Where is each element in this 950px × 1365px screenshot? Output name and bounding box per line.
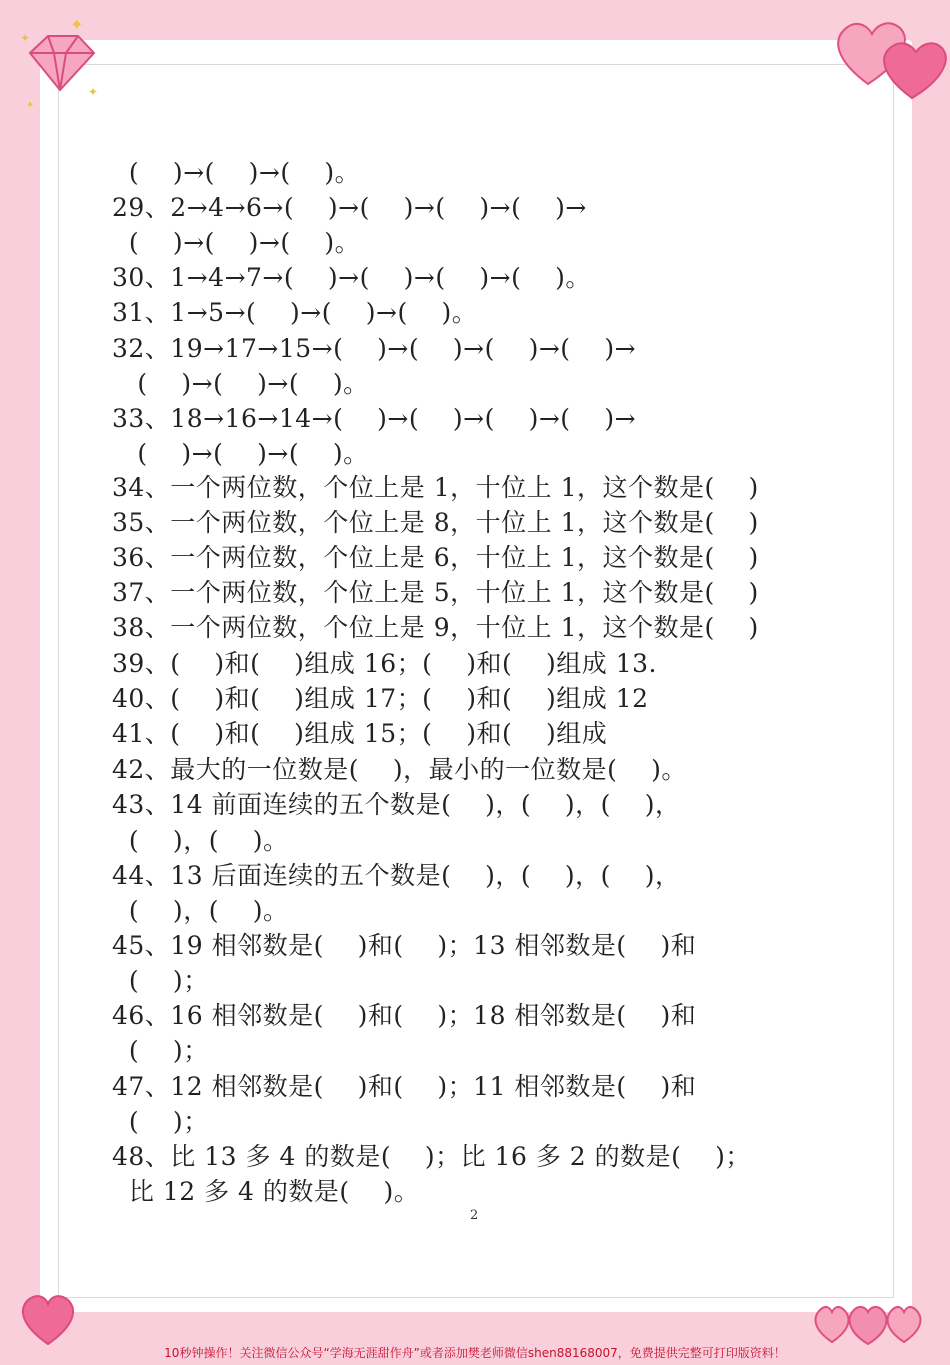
line-15: 40、( )和( )组成 17；( )和( )组成 12 <box>112 684 649 713</box>
line-19: ( )，( )。 <box>112 826 289 855</box>
line-27: ( )； <box>112 1107 209 1136</box>
line-16: 41、( )和( )组成 15；( )和( )组成 <box>112 719 608 748</box>
line-24: 46、16 相邻数是( )和( )；18 相邻数是( )和 <box>112 1001 697 1030</box>
line-9: 34、一个两位数，个位上是 1，十位上 1，这个数是( ) <box>112 473 759 502</box>
line-4: 31、1→5→( )→( )→( )。 <box>112 298 478 327</box>
footer-note: 10秒钟操作！关注微信公众号“学海无涯甜作舟”或者添加樊老师微信shen88168007，免费提供完整可打印版资料！ <box>164 1346 786 1360</box>
line-22: 45、19 相邻数是( )和( )；13 相邻数是( )和 <box>112 931 697 960</box>
line-21: ( )，( )。 <box>112 896 289 925</box>
line-0: ( )→( )→( )。 <box>112 158 361 187</box>
line-18: 43、14 前面连续的五个数是( )，( )，( )， <box>112 790 681 819</box>
line-8: ( )→( )→( )。 <box>112 439 369 468</box>
svg-text:✦: ✦ <box>88 85 99 99</box>
line-23: ( )； <box>112 966 209 995</box>
line-11: 36、一个两位数，个位上是 6，十位上 1，这个数是( ) <box>112 543 759 572</box>
svg-text:✦: ✦ <box>26 100 35 111</box>
page-number: 2 <box>470 1208 479 1223</box>
line-14: 39、( )和( )组成 16；( )和( )组成 13. <box>112 649 657 678</box>
line-5: 32、19→17→15→( )→( )→( )→( )→ <box>112 334 637 363</box>
line-3: 30、1→4→7→( )→( )→( )→( )。 <box>112 263 591 292</box>
line-13: 38、一个两位数，个位上是 9，十位上 1，这个数是( ) <box>112 613 759 642</box>
line-7: 33、18→16→14→( )→( )→( )→( )→ <box>112 404 637 433</box>
hearts-icon <box>828 6 948 106</box>
line-2: ( )→( )→( )。 <box>112 228 361 257</box>
svg-text:✦: ✦ <box>70 15 84 34</box>
line-25: ( )； <box>112 1036 209 1065</box>
line-29: 比 12 多 4 的数是( )。 <box>112 1177 420 1206</box>
line-17: 42、最大的一位数是( )，最小的一位数是( )。 <box>112 755 687 784</box>
svg-text:✦: ✦ <box>20 31 31 45</box>
line-10: 35、一个两位数，个位上是 8，十位上 1，这个数是( ) <box>112 508 759 537</box>
line-6: ( )→( )→( )。 <box>112 369 369 398</box>
line-20: 44、13 后面连续的五个数是( )，( )，( )， <box>112 861 681 890</box>
line-12: 37、一个两位数，个位上是 5，十位上 1，这个数是( ) <box>112 578 759 607</box>
line-28: 48、比 13 多 4 的数是( )；比 16 多 2 的数是( )； <box>112 1142 751 1171</box>
hearts-row-icon <box>810 1296 930 1348</box>
diamond-icon <box>8 8 108 118</box>
line-1: 29、2→4→6→( )→( )→( )→( )→ <box>112 193 587 222</box>
line-26: 47、12 相邻数是( )和( )；11 相邻数是( )和 <box>112 1072 697 1101</box>
heart-icon <box>16 1290 80 1350</box>
